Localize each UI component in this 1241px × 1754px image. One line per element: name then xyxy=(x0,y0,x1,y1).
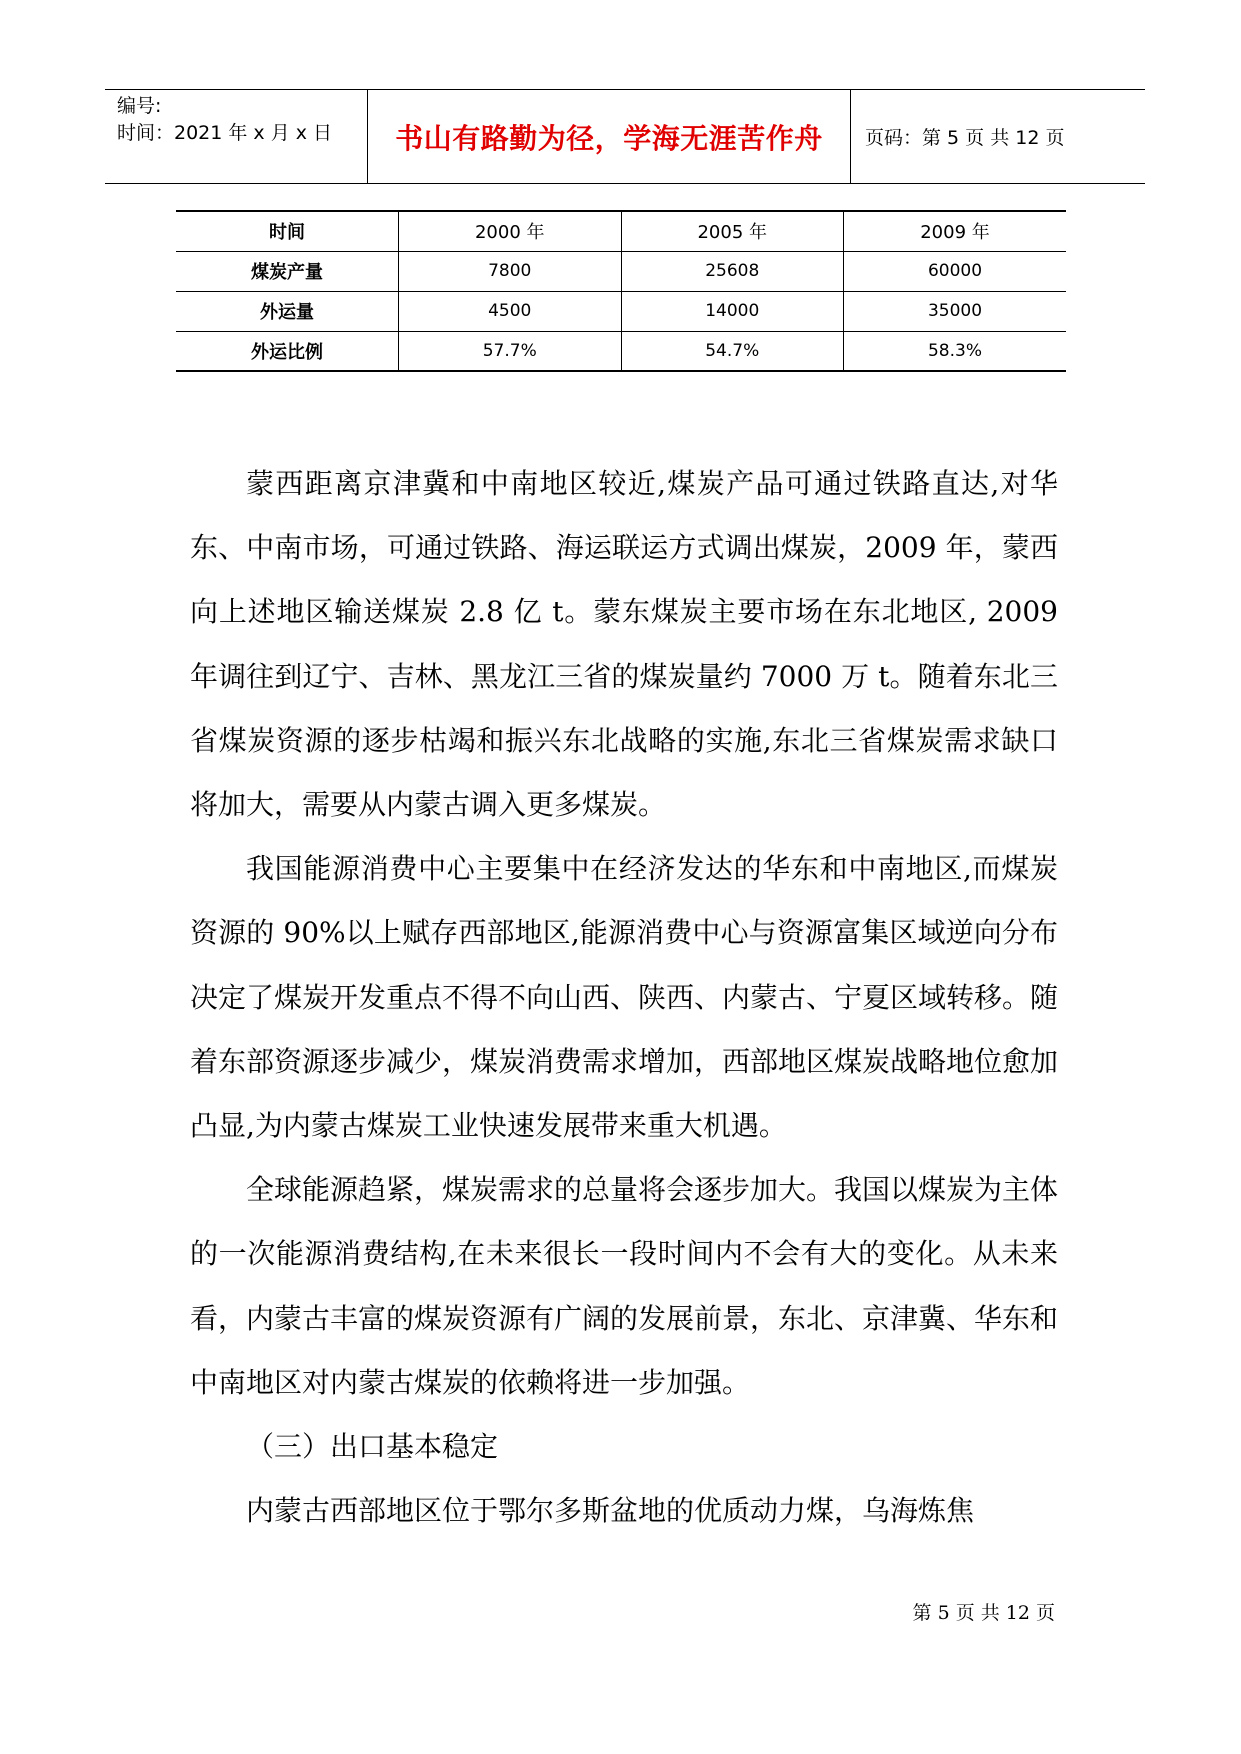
page-footer: 第 5 页 共 12 页 xyxy=(912,1602,1055,1624)
paragraph: 全球能源趋紧，煤炭需求的总量将会逐步加大。我国以煤炭为主体的一次能源消费结构,在未来很长一段时间内不会有大的变化。从未来看，内蒙古丰富的煤炭资源有广阔的发展前景，东北、京津冀、华东和中南地区对内蒙古煤炭的依赖将进一步加强。 xyxy=(190,1173,1059,1399)
table-cell: 7800 xyxy=(399,251,622,291)
document-date: 时间：2021 年 x 月 x 日 xyxy=(117,122,333,144)
row-label: 外运量 xyxy=(176,291,399,331)
coal-statistics-table xyxy=(176,210,1066,372)
row-label: 外运比例 xyxy=(176,331,399,371)
table-header-row xyxy=(176,211,1066,251)
header-motto-cell xyxy=(368,90,851,183)
table-header-cell: 2000 年 xyxy=(399,211,622,251)
table-row xyxy=(176,331,1066,371)
paragraph: 我国能源消费中心主要集中在经济发达的华东和中南地区,而煤炭资源的 90%以上赋存西部地区,能源消费中心与资源富集区域逆向分布决定了煤炭开发重点不得不向山西、陕西、内蒙古、宁夏区域转移。随着东部资源逐步减少，煤炭消费需求增加，西部地区煤炭战略地位愈加凸显,为内蒙古煤炭工业快速发展带来重大机遇。 xyxy=(190,852,1059,1143)
paragraph: 内蒙古西部地区位于鄂尔多斯盆地的优质动力煤，乌海炼焦 xyxy=(246,1494,975,1528)
page-header xyxy=(105,89,1145,184)
header-left-cell xyxy=(105,90,368,183)
table-header-cell: 2005 年 xyxy=(621,211,844,251)
table-row xyxy=(176,251,1066,291)
document-number-label: 编号: xyxy=(117,95,162,117)
table-cell: 4500 xyxy=(399,291,622,331)
row-label: 煤炭产量 xyxy=(176,251,399,291)
table-cell: 14000 xyxy=(621,291,844,331)
table-cell: 58.3% xyxy=(844,331,1067,371)
paragraph: 蒙西距离京津冀和中南地区较近,煤炭产品可通过铁路直达,对华东、中南市场，可通过铁路、海运联运方式调出煤炭，2009 年，蒙西向上述地区输送煤炭 2.8 亿 t。蒙东煤炭主要市场在东北地区, 2009 年调往到辽宁、吉林、黑龙江三省的煤炭量约 7000 万 t。随着东北三省煤炭资源的逐步枯竭和振兴东北战略的实施,东北三省煤炭需求缺口将加大，需要从内蒙古调入更多煤炭。 xyxy=(190,467,1058,822)
header-page-number: 页码：第 5 页 共 12 页 xyxy=(865,127,1065,149)
table-cell: 35000 xyxy=(844,291,1067,331)
body-text xyxy=(190,452,1058,1543)
table-header-cell: 2009 年 xyxy=(844,211,1067,251)
table-cell: 57.7% xyxy=(399,331,622,371)
table-header-cell: 时间 xyxy=(269,222,305,244)
header-motto: 书山有路勤为径，学海无涯苦作舟 xyxy=(395,121,823,155)
table-cell: 25608 xyxy=(621,251,844,291)
section-heading: （三）出口基本稳定 xyxy=(246,1430,499,1464)
table-cell: 60000 xyxy=(844,251,1067,291)
table-row xyxy=(176,291,1066,331)
table-cell: 54.7% xyxy=(621,331,844,371)
